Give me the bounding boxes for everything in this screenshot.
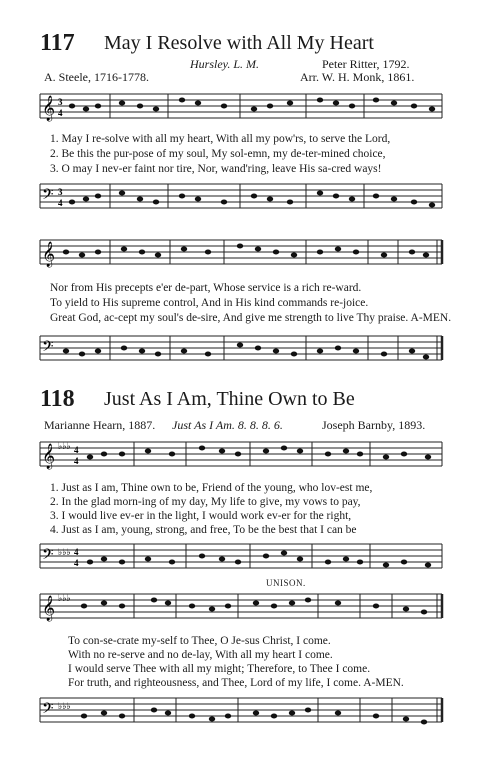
treble-staff <box>0 588 480 628</box>
author: A. Steele, 1716-1778. <box>44 70 149 84</box>
svg-text:𝄢: 𝄢 <box>42 338 54 359</box>
bass-staff <box>0 692 480 732</box>
svg-text:4: 4 <box>74 445 79 455</box>
verse-line: For truth, and righteousness, and Thee, Lord of my life, I come. A-MEN. <box>68 677 404 689</box>
svg-text:𝄞: 𝄞 <box>42 444 56 469</box>
hymn-number: 118 <box>40 386 75 412</box>
verse-line: 4. Just as I am, young, strong, and free, To be the best that I can be <box>50 524 357 536</box>
bass-staff <box>0 330 480 370</box>
svg-text:𝄢: 𝄢 <box>42 546 54 567</box>
bass-staff <box>0 178 480 218</box>
verse-line: 3. I would live ev-er in the light, I would work ev-er for the right, <box>50 510 352 522</box>
svg-text:𝄞: 𝄞 <box>42 96 56 121</box>
svg-text:𝄞: 𝄞 <box>42 242 56 267</box>
verse-line: I would serve Thee with all my might; Therefore, to Thee I come. <box>68 663 371 675</box>
svg-text:3: 3 <box>58 97 63 107</box>
svg-text:♭♭♭: ♭♭♭ <box>58 547 71 557</box>
verse-line: Great God, ac-cept my soul's de-sire, And give me strength to live Thy praise. A-MEN. <box>50 312 452 324</box>
verse-line: Nor from His precepts e'er de-part, Whose service is a rich re-ward. <box>50 282 362 294</box>
svg-text:𝄞: 𝄞 <box>42 596 56 621</box>
tune-name: Just As I Am. 8. 8. 8. 6. <box>172 418 283 432</box>
author: Marianne Hearn, 1887. <box>44 418 156 432</box>
verse-line: 1. Just as I am, Thine own to be, Friend of the young, who lov-est me, <box>50 482 373 494</box>
verse-line: 2. In the glad morn-ing of my day, My life to give, my vows to pay, <box>50 496 361 508</box>
tune-name: Hursley. L. M. <box>190 57 259 71</box>
svg-text:𝄢: 𝄢 <box>42 700 54 721</box>
verse-line: 2. Be this the pur-pose of my soul, My sol-emn, my de-ter-mined choice, <box>50 148 386 160</box>
hymn-title: Just As I Am, Thine Own to Be <box>104 388 355 410</box>
unison-marking: UNISON. <box>266 578 306 588</box>
verse-line: To con-se-crate my-self to Thee, O Je-sus Christ, I come. <box>68 635 331 647</box>
verse-line: 1. May I re-solve with all my heart, With all my pow'rs, to serve the Lord, <box>50 133 391 145</box>
svg-text:4: 4 <box>58 108 63 118</box>
svg-text:4: 4 <box>74 456 79 466</box>
verse-line: 3. O may I nev-er faint nor tire, Nor, wand'ring, leave His sa-cred ways! <box>50 163 382 175</box>
svg-text:4: 4 <box>74 558 79 568</box>
composer: Joseph Barnby, 1893. <box>322 418 426 432</box>
treble-staff <box>0 436 480 476</box>
treble-staff <box>0 234 480 274</box>
bass-staff <box>0 538 480 578</box>
svg-text:4: 4 <box>74 547 79 557</box>
composer: Peter Ritter, 1792. <box>322 57 410 71</box>
svg-text:𝄢: 𝄢 <box>42 186 54 207</box>
svg-text:♭♭♭: ♭♭♭ <box>58 441 71 451</box>
hymn-number: 117 <box>40 30 75 56</box>
svg-text:3: 3 <box>58 187 63 197</box>
svg-text:♭♭♭: ♭♭♭ <box>58 701 71 711</box>
hymn-title: May I Resolve with All My Heart <box>104 32 374 54</box>
verse-line: To yield to His supreme control, And in His kind commands re-joice. <box>50 297 369 309</box>
arranger: Arr. W. H. Monk, 1861. <box>300 70 415 84</box>
treble-staff <box>0 88 480 128</box>
svg-text:♭♭♭: ♭♭♭ <box>58 593 71 603</box>
svg-text:4: 4 <box>58 198 63 208</box>
verse-line: With no re-serve and no de-lay, With all my heart I come. <box>68 649 333 661</box>
